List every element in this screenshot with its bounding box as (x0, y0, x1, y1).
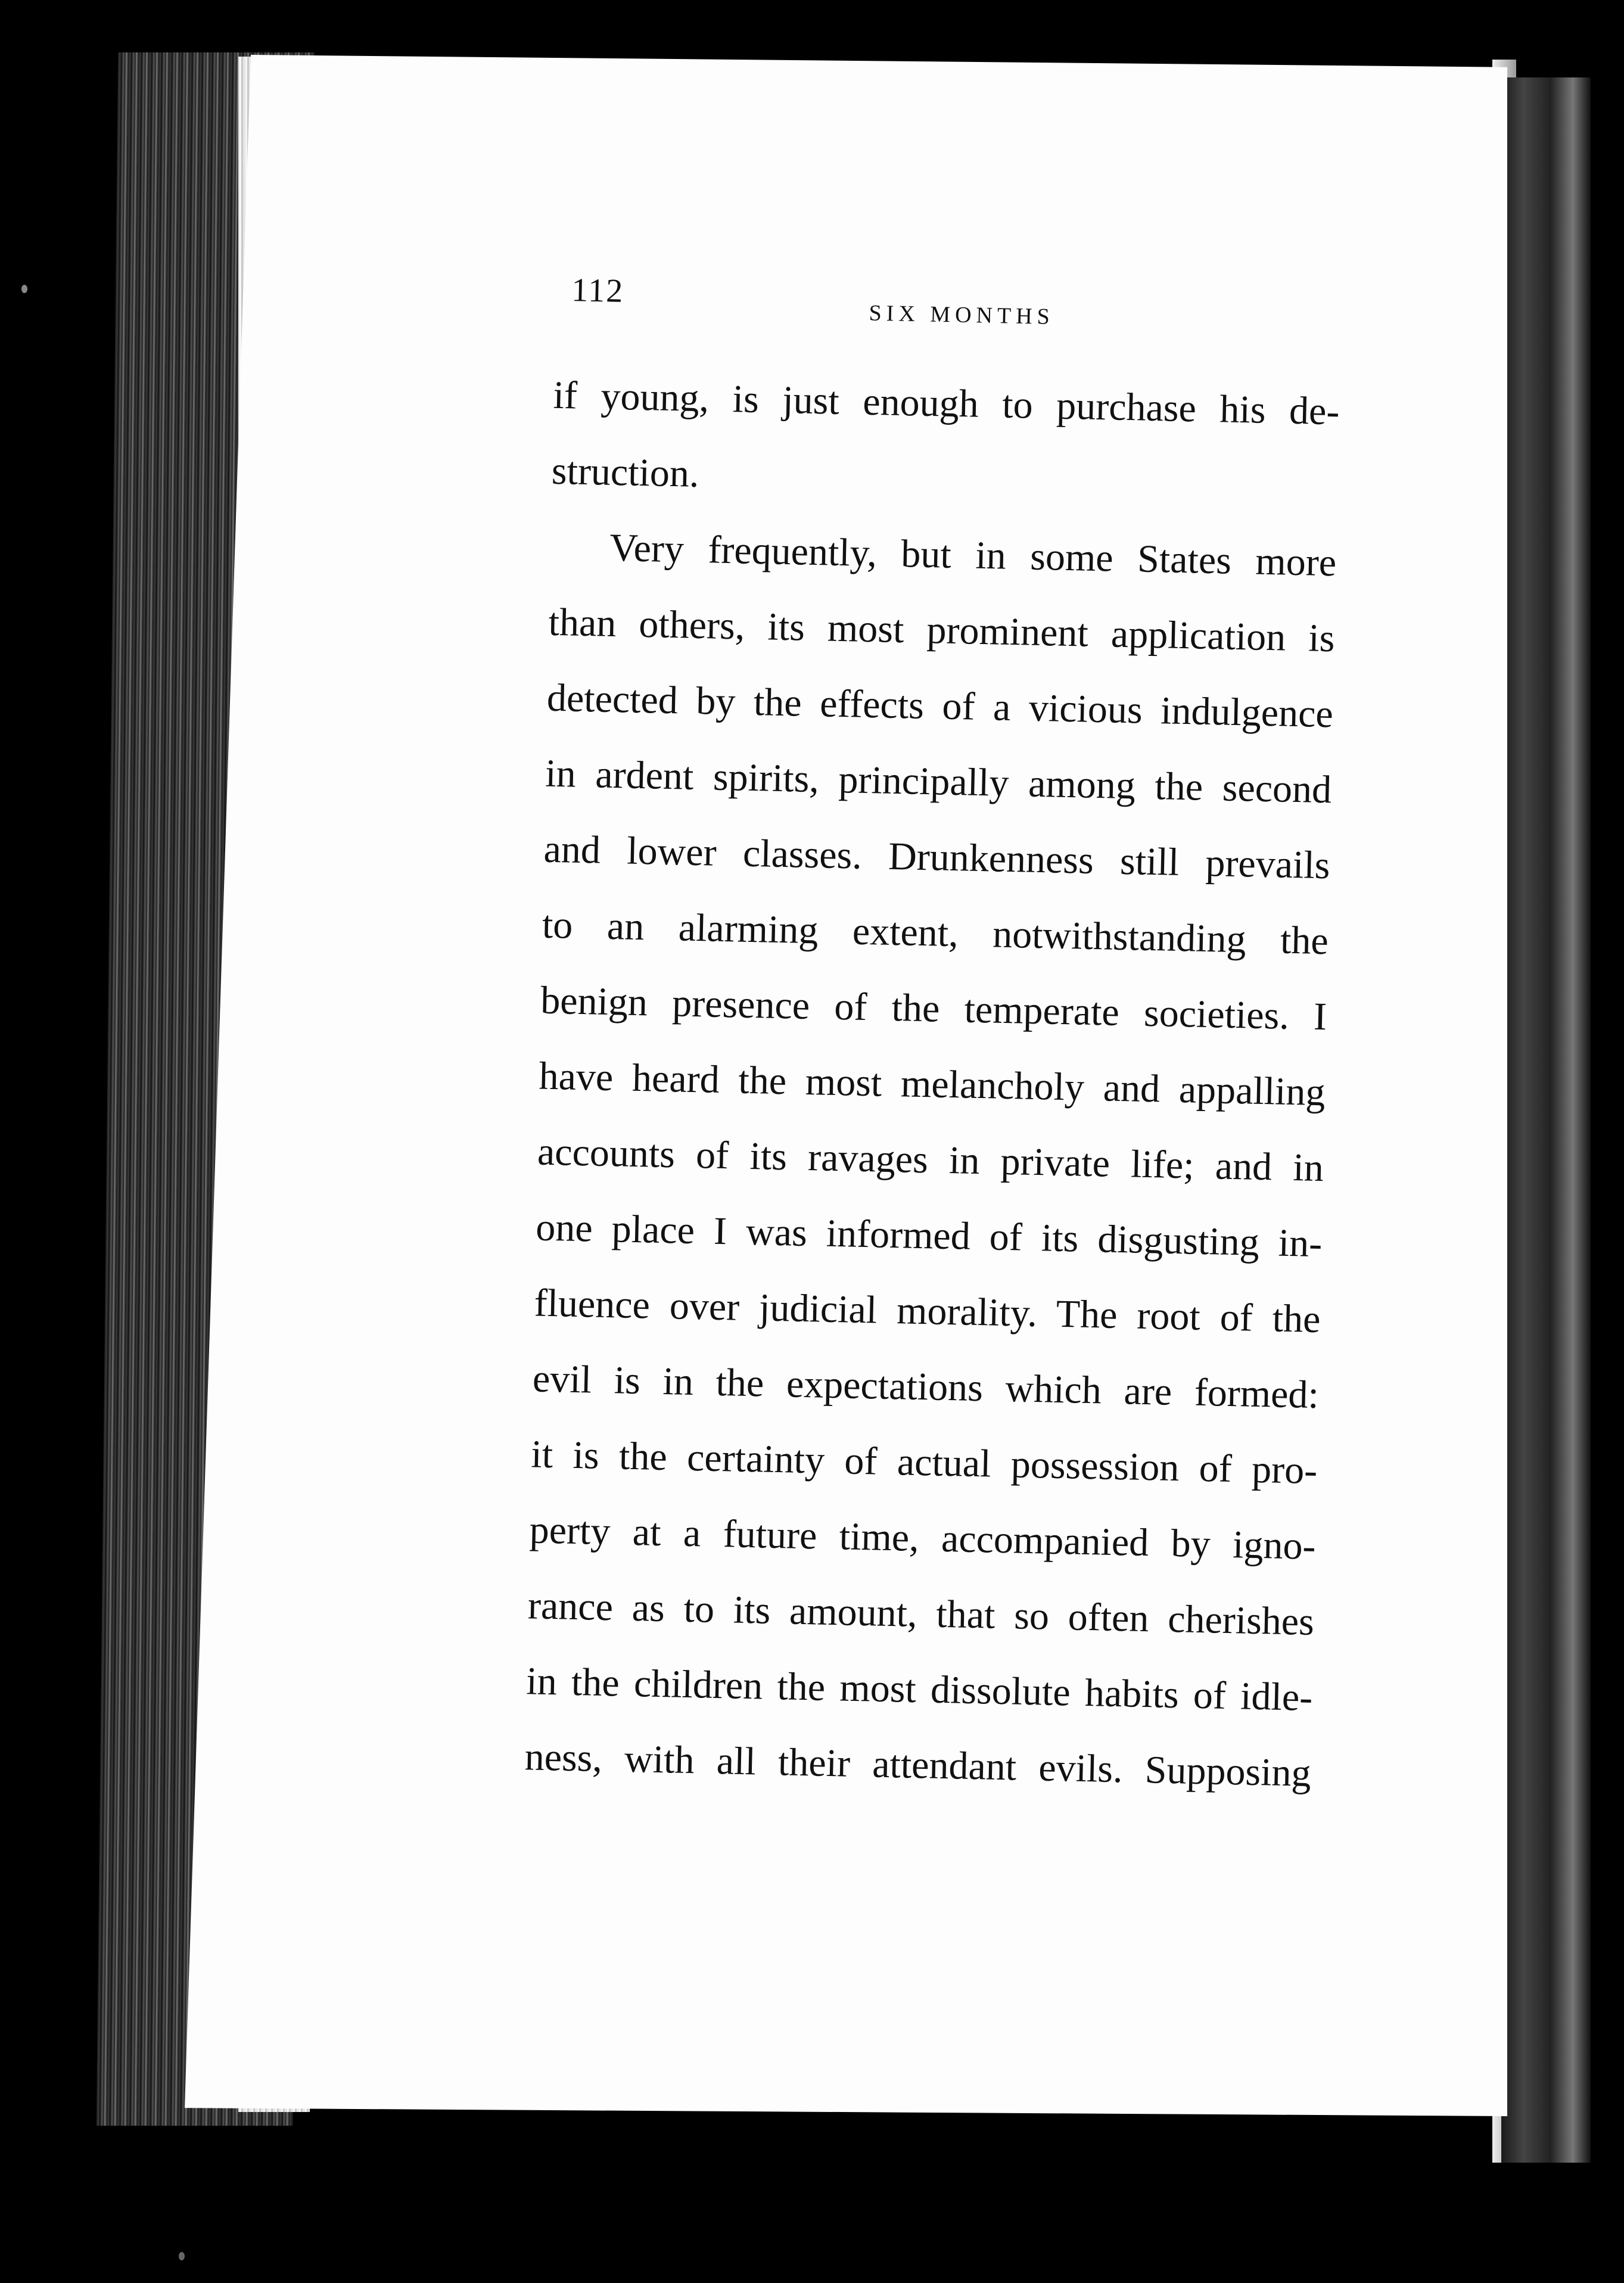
text-line: fluence over judicial morality. The root of the (533, 1281, 1321, 1342)
text-line: accounts of its ravages in private life; and in (537, 1130, 1324, 1190)
page-number: 112 (571, 271, 624, 310)
text-line: and lower classes. Drunkenness still prevails (543, 827, 1331, 888)
text-line: benign presence of the temperate societies. I (540, 978, 1327, 1039)
text-line: perty at a future time, accompanied by igno- (529, 1508, 1317, 1568)
text-line: in ardent spirits, principally among the second (545, 751, 1332, 812)
text-line: if young, is just enough to purchase his de- (552, 373, 1340, 434)
text-line: ness, with all their attendant evils. Supposing (524, 1735, 1312, 1795)
text-line: than others, its most prominent application is (547, 600, 1336, 661)
text-line: detected by the effects of a vicious indulgence (546, 676, 1334, 736)
text-line: struction. (551, 449, 700, 496)
scan-dust-speck (179, 2252, 185, 2260)
body-text (524, 357, 1340, 1811)
text-line: it is the certainty of actual possession of pro- (530, 1432, 1318, 1493)
text-line: in the children the most dissolute habits of idle- (525, 1659, 1313, 1719)
text-line: one place I was informed of its disgusting in- (535, 1205, 1323, 1266)
running-head: SIX MONTHS (869, 300, 1055, 329)
text-line: rance as to its amount, that so often cherishes (527, 1584, 1315, 1644)
text-line: Very frequently, but in some States more (609, 525, 1337, 585)
scan-dust-speck (21, 285, 27, 293)
text-line: have heard the most melancholy and appalling (538, 1054, 1326, 1115)
text-line: evil is in the expectations which are formed: (532, 1357, 1320, 1417)
book-binding-edge-right (1501, 77, 1591, 2163)
text-line: to an alarming extent, notwithstanding the (542, 903, 1329, 963)
